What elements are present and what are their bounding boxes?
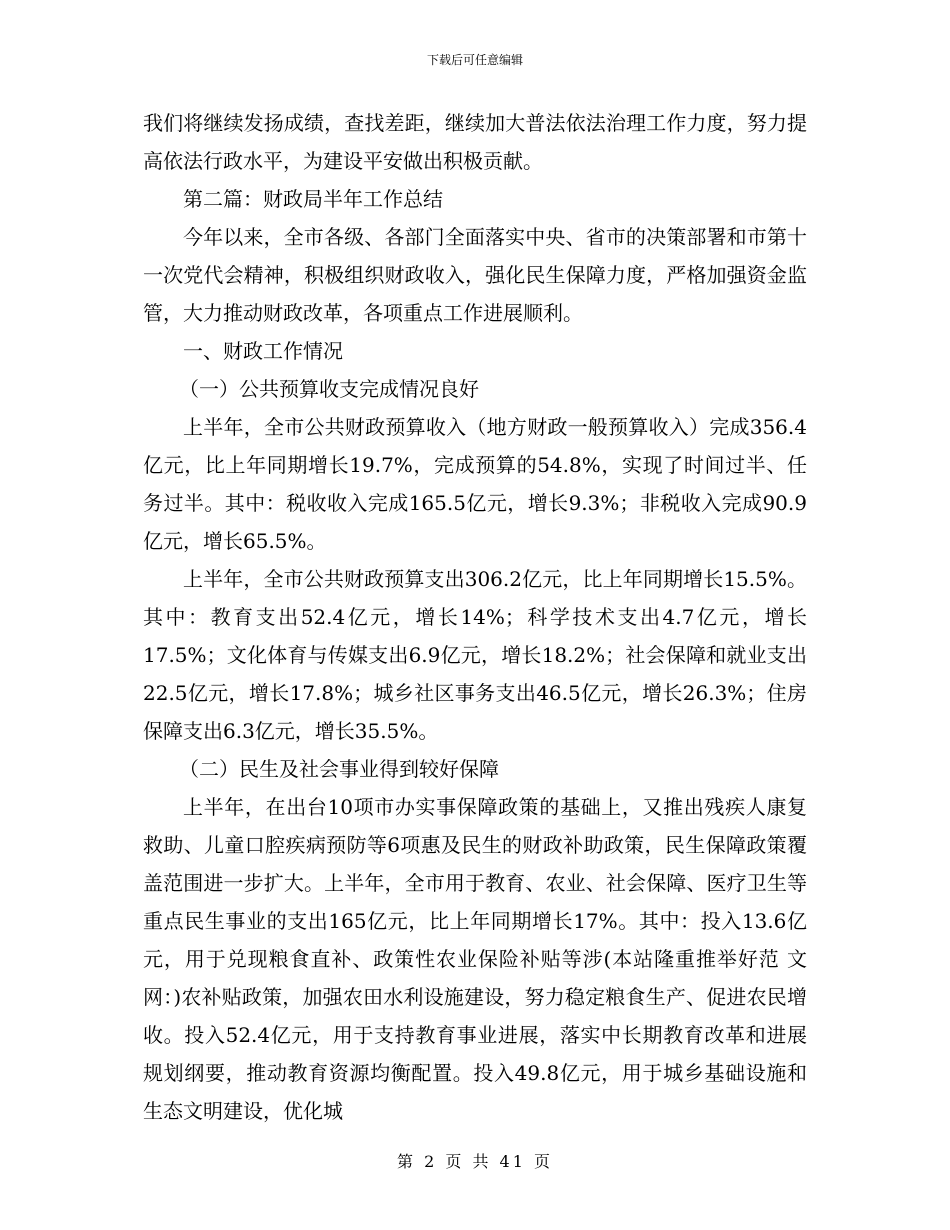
page-header-note: 下载后可任意编辑 [426,53,523,67]
subheading-livelihood: （二）民生及社会事业得到较好保障 [179,757,499,781]
heading-finance-work: 一、财政工作情况 [183,339,343,363]
section-title: 第二篇：财政局半年工作总结 [183,187,443,211]
paragraph-livelihood: 上半年，在出台10项市办实事保障政策的基础上，又推出残疾人康复救助、儿童口腔疾病预防等6项惠及民生的财政补助政策，民生保障政策覆盖范围进一步扩大。上半年，全市用于教育、农业、社会保障、医疗卫生等重点民生事业的支出165亿元，比上年同期增长17%。其中：投入13.6亿元，用于兑现粮食直补、政策性农业保险补贴等涉(本站隆重推举好范 文网：)农补贴政策，加强农田水利设施建设，努力稳定粮食生产、促进农民增收。投入52.4亿元，用于支持教育事业进展，落实中长期教育改革和进展规划纲要，推动教育资源均衡配置。投入49.8亿元，用于城乡基础设施和生态文明建设，优化城 [143,795,807,1123]
page-number: 第 2 页 共 41 页 [397,1152,553,1171]
paragraph-expenditure: 上半年，全市公共财政预算支出306.2亿元，比上年同期增长15.5%。其中：教育支出52.4亿元，增长14%；科学技术支出4.7亿元，增长17.5%；文化体育与传媒支出6.9亿元，增长18.2%；社会保障和就业支出22.5亿元，增长17.8%；城乡社区事务支出46.5亿元，增长26.3%；住房保障支出6.3亿元，增长35.5%。 [143,567,807,743]
paragraph-intro: 今年以来，全市各级、各部门全面落实中央、省市的决策部署和市第十一次党代会精神，积极组织财政收入，强化民生保障力度，严格加强资金监管，大力推动财政改革，各项重点工作进展顺利。 [143,225,807,325]
paragraph-continuation: 我们将继续发扬成绩，查找差距，继续加大普法依法治理工作力度，努力提高依法行政水平，为建设平安做出积极贡献。 [143,111,807,173]
document-body [143,104,807,1130]
paragraph-revenue: 上半年，全市公共财政预算收入（地方财政一般预算收入）完成356.4亿元，比上年同期增长19.7%，完成预算的54.8%，实现了时间过半、任务过半。其中：税收收入完成165.5亿元，增长9.3%；非税收入完成90.9亿元，增长65.5%。 [143,415,807,553]
subheading-budget: （一）公共预算收支完成情况良好 [179,377,479,401]
